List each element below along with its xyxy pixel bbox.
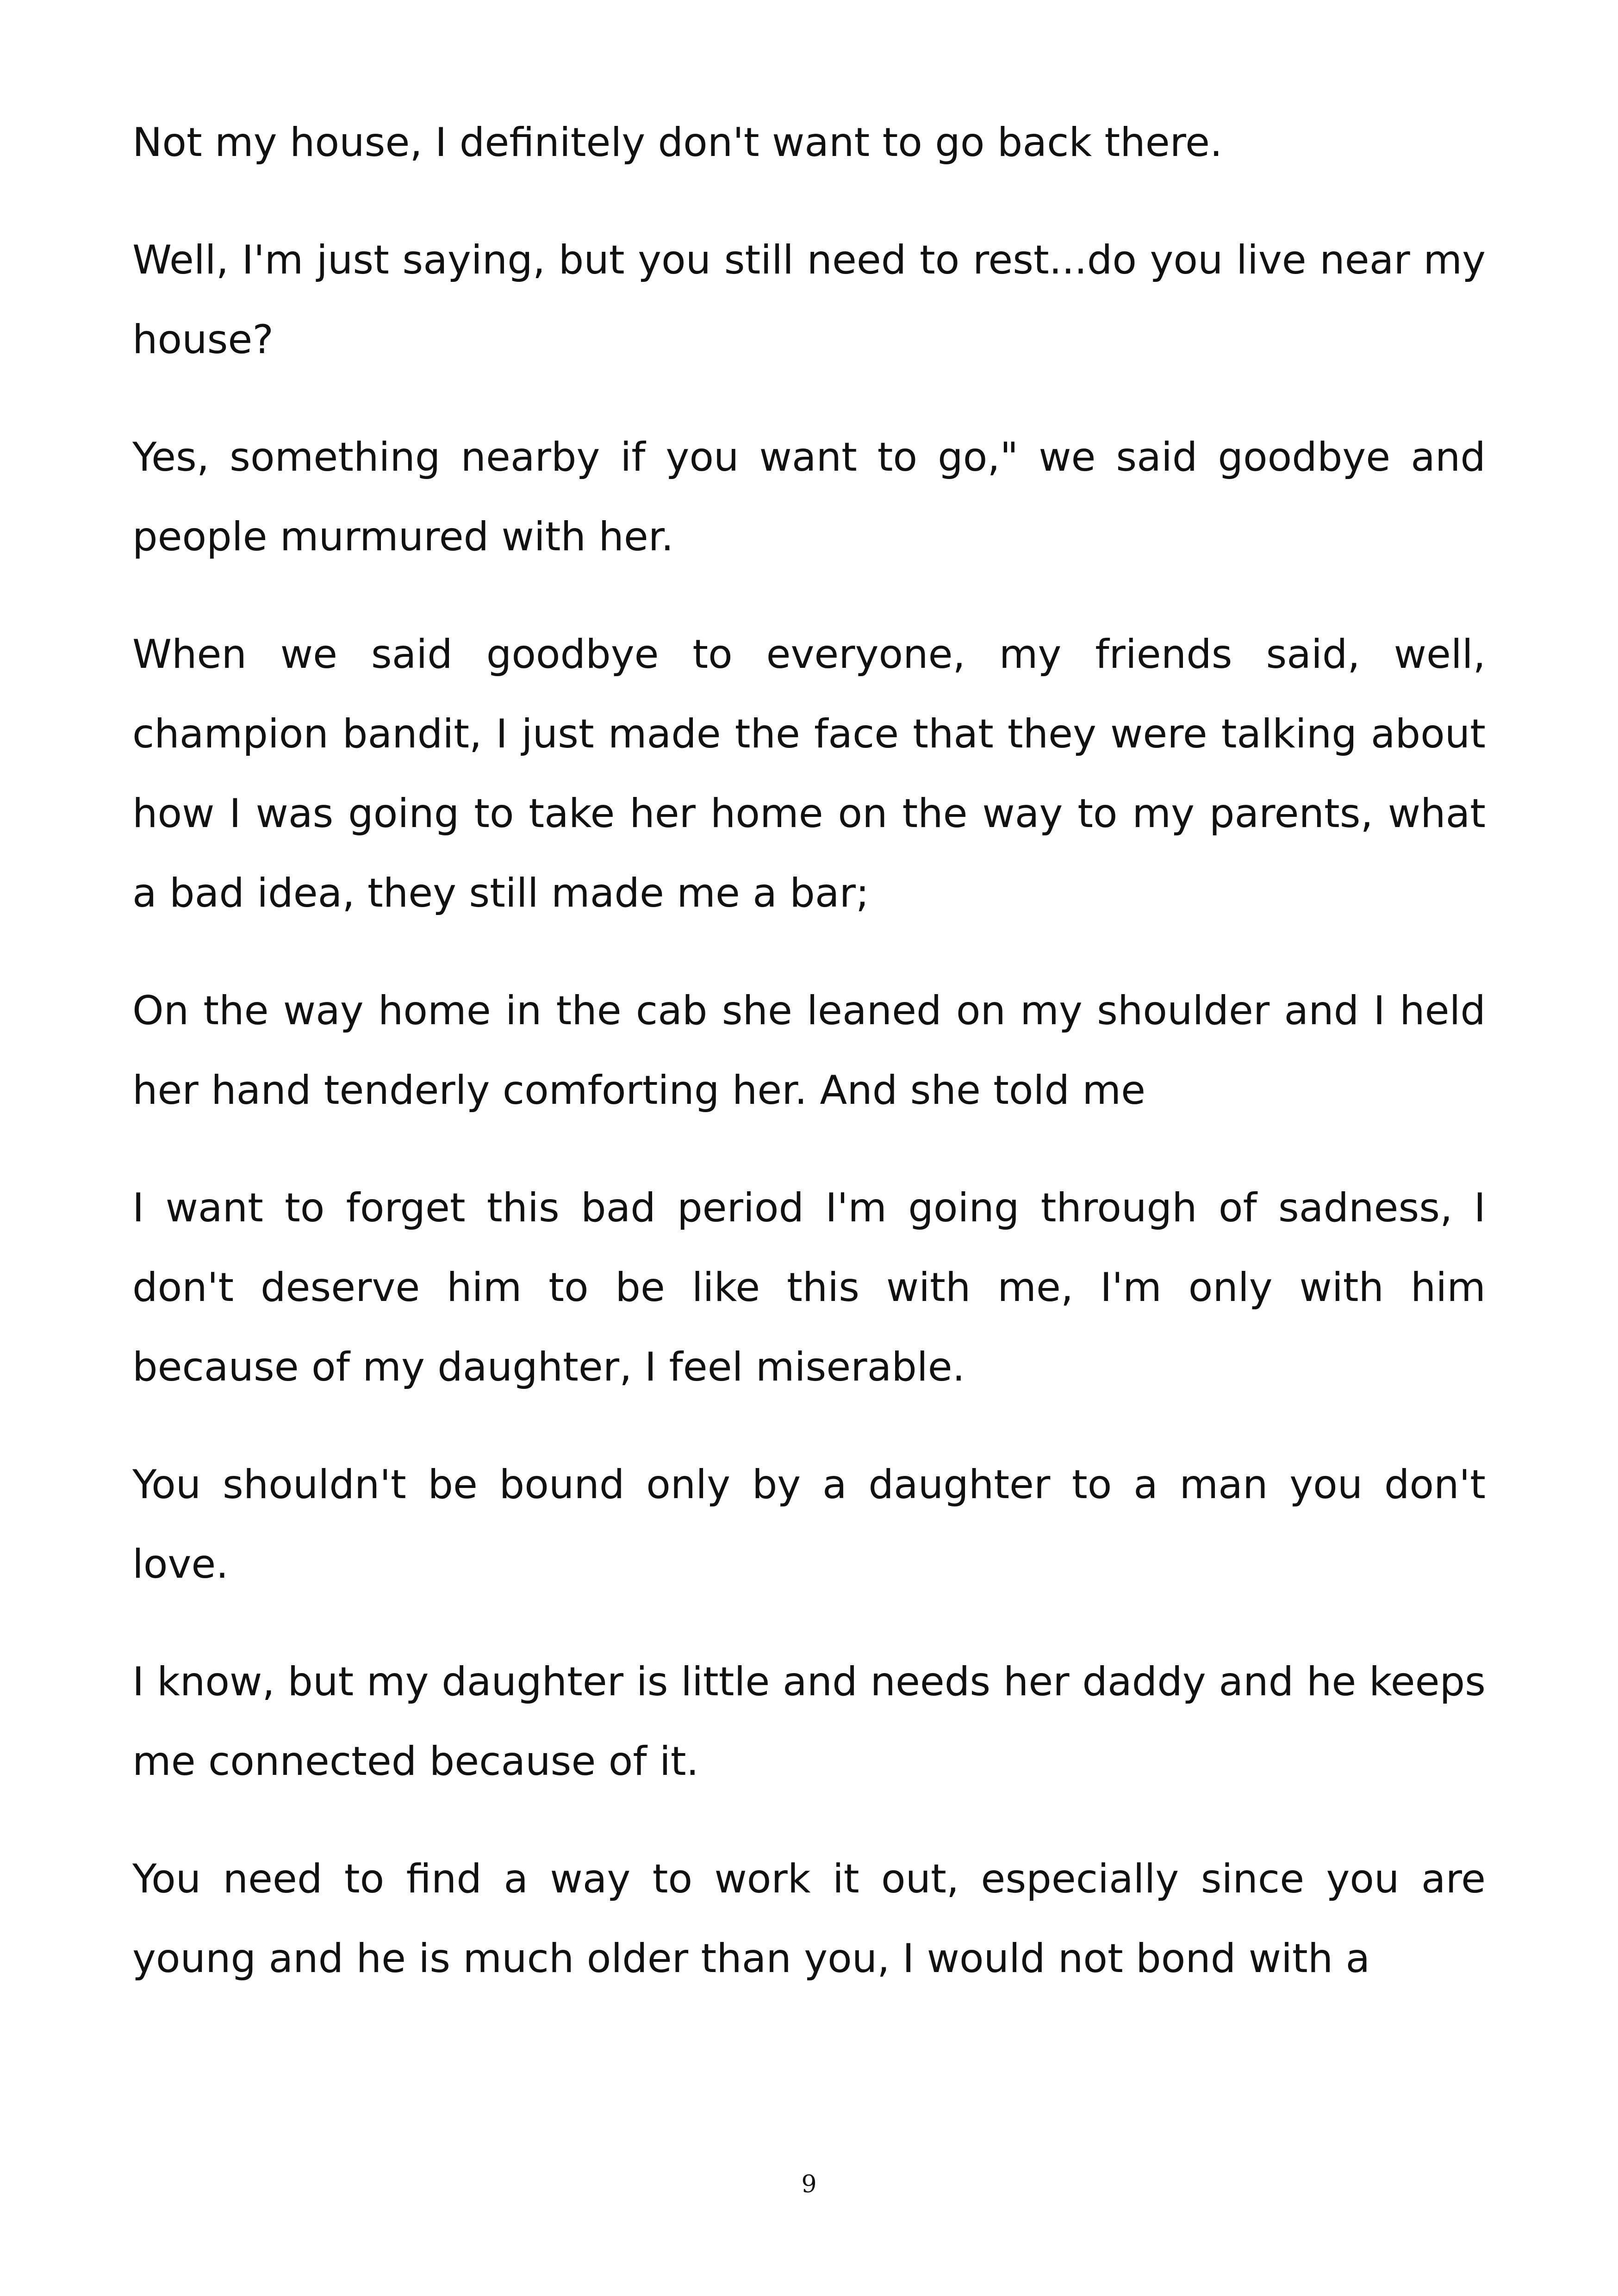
paragraph-4: When we said goodbye to everyone, my friends said, well, champion bandit, I just made the face that they were talking about how I was going to take her home on the way to my parents, what a bad idea, they still made me a bar; (132, 631, 1486, 916)
paragraph-3: Yes, something nearby if you want to go," we said goodbye and people murmured with her. (132, 434, 1486, 560)
page-number: 9 (801, 2171, 817, 2198)
paragraph-6: I want to forget this bad period I'm going through of sadness, I don't deserve him to be like this with me, I'm only with him because of my daughter, I feel miserable. (132, 1185, 1486, 1390)
paragraph-1: Not my house, I definitely don't want to go back there. (132, 119, 1223, 166)
paragraph-8: I know, but my daughter is little and needs her daddy and he keeps me connected because of it. (132, 1659, 1486, 1785)
paragraph-5: On the way home in the cab she leaned on my shoulder and I held her hand tenderly comforting her. And she told me (132, 988, 1486, 1114)
page-body-text (132, 103, 1486, 2036)
paragraph-2: Well, I'm just saying, but you still need to rest...do you live near my house? (132, 237, 1486, 363)
paragraph-7: You shouldn't be bound only by a daughter to a man you don't love. (132, 1462, 1486, 1587)
paragraph-9: You need to find a way to work it out, especially since you are young and he is much older than you, I would not bond with a (132, 1856, 1486, 1982)
